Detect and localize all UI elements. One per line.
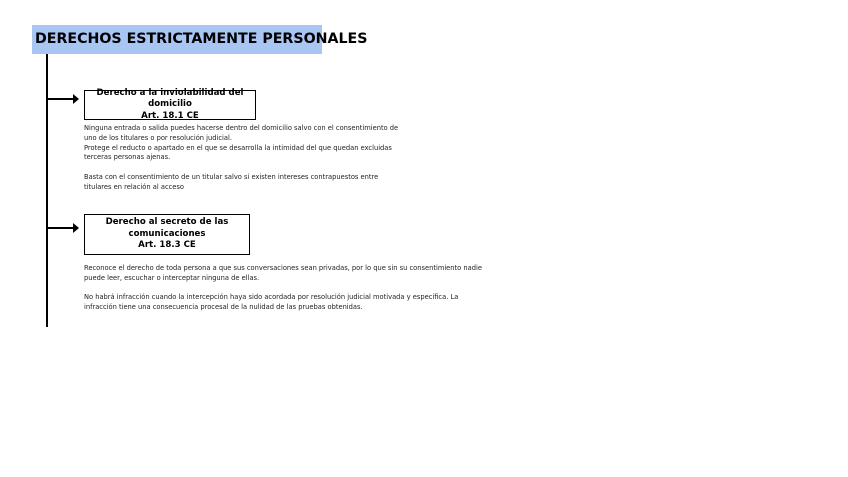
node-heading: Derecho al secreto de las	[105, 217, 229, 228]
node-article: Art. 18.3 CE	[138, 240, 196, 251]
node-heading: comunicaciones	[128, 228, 206, 239]
arrow-connector	[48, 227, 76, 229]
node-description	[84, 124, 398, 193]
description-line: Protege el reducto o apartado en el que se desarrolla la intimidad del que quedan excluidas	[84, 143, 392, 152]
description-line: Reconoce el derecho de toda persona a que sus conversaciones sean privadas, por lo que sin su consentimiento nadie	[84, 264, 482, 272]
node-description	[84, 264, 482, 313]
page-title: DERECHOS ESTRICTAMENTE PERSONALES	[32, 25, 322, 54]
node-article: Art. 18.1 CE	[141, 110, 199, 121]
description-line: titulares en relación al acceso	[84, 182, 184, 191]
description-line: puede leer, escuchar o interceptar ninguna de ellas.	[84, 273, 260, 282]
timeline-connector	[46, 54, 48, 327]
node-inviolabilidad-domicilio	[84, 87, 256, 121]
arrow-connector	[48, 98, 76, 100]
node-secreto-comunicaciones	[84, 214, 250, 255]
description-line: terceras personas ajenas.	[84, 153, 171, 162]
description-line: uno de los titulares o por resolución judicial.	[84, 133, 232, 142]
node-heading: Derecho a la inviolabilidad del domicilio	[96, 87, 244, 110]
description-line: infracción tiene una consecuencia procesal de la nulidad de las pruebas obtenidas.	[84, 303, 363, 312]
description-line: No habrá infracción cuando la intercepción haya sido acordada por resolución judicial motivada y específica. La	[84, 293, 459, 302]
description-line: Basta con el consentimiento de un titular salvo si existen intereses contrapuestos entre	[84, 172, 379, 181]
description-line: Ninguna entrada o salida puedes hacerse dentro del domicilio salvo con el consentimiento de	[84, 124, 399, 132]
